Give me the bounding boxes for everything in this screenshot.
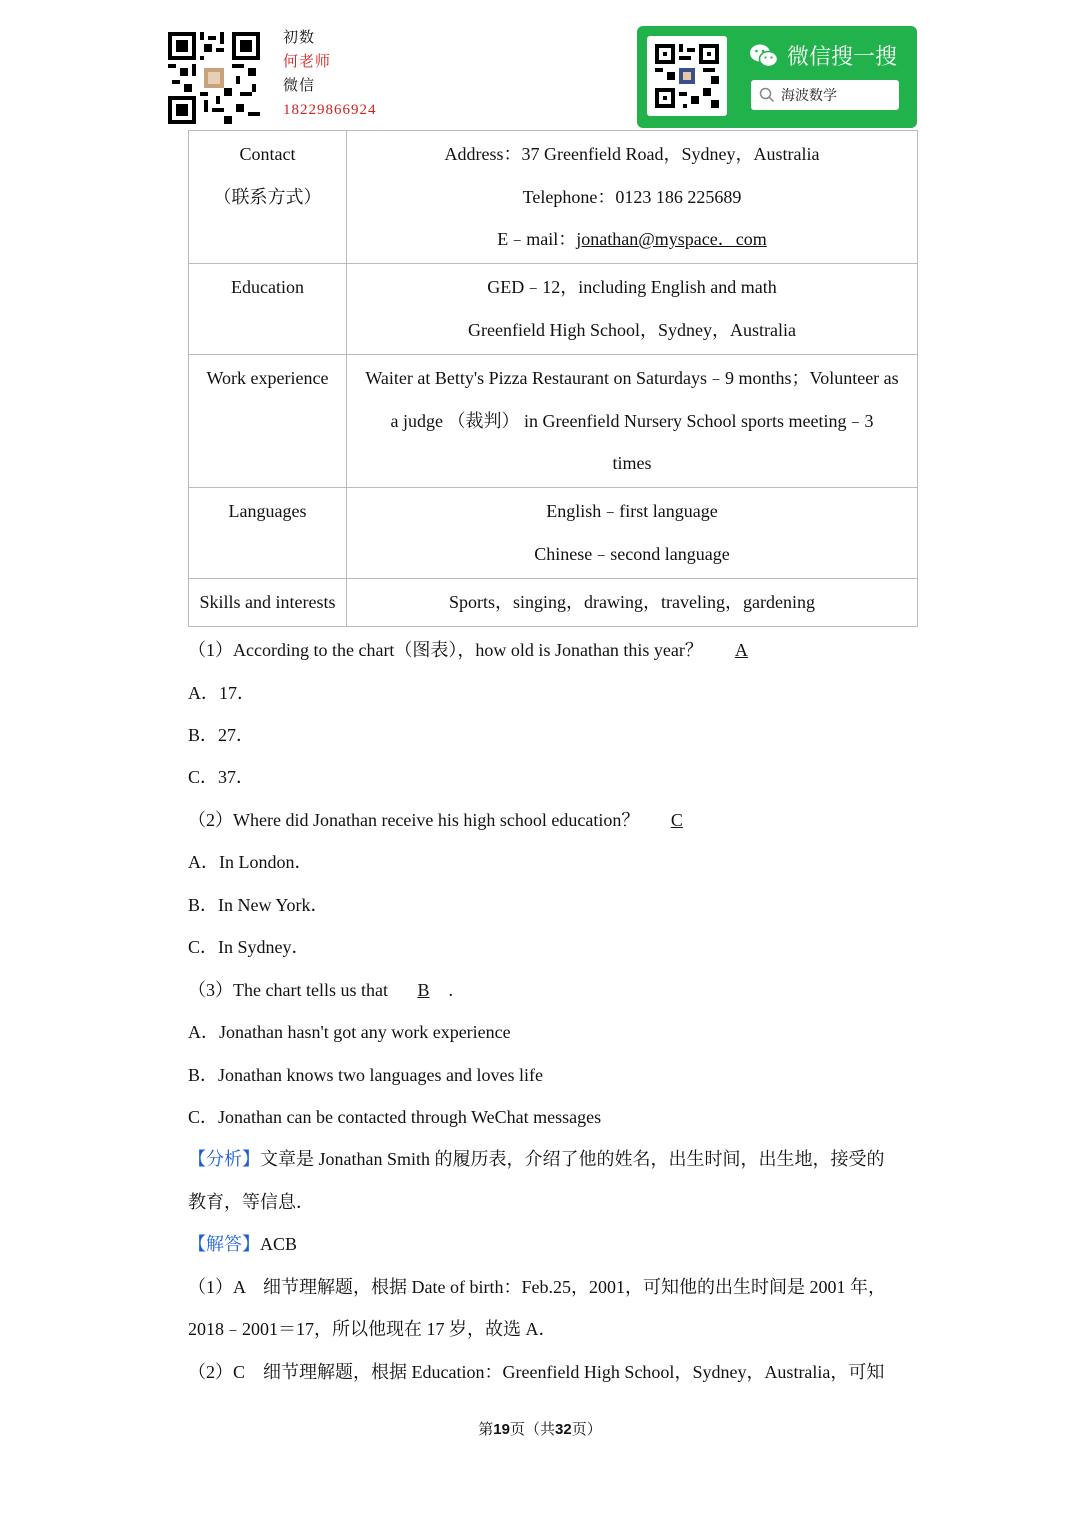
language-line: Chinese﹣second language [534,543,730,564]
solution-answers: ACB [260,1234,298,1254]
qr-code-left [168,32,260,124]
wechat-search-text: 海波数学 [781,88,837,104]
address: Address：37 Greenfield Road，Sydney，Australia [444,144,820,164]
analysis-text: 教育，等信息． [188,1192,314,1212]
option: A．Jonathan hasn't got any work experience [188,1022,511,1042]
solution-tag: 【解答】 [188,1234,260,1254]
telephone: Telephone：0123 186 225689 [522,186,742,207]
phone-number: 18229866924 [283,102,377,118]
analysis-text: 文章是 Jonathan Smith 的履历表，介绍了他的姓名，出生时间，出生地，接受的 [260,1149,885,1169]
contact-label-cn: （联系方式） [213,186,322,207]
question-text: （2）Where did Jonathan receive his high school education？ [188,810,640,830]
work-value-cell [347,355,918,488]
email-line [347,218,917,261]
work-line: times [612,453,652,473]
wechat-search-badge[interactable] [637,26,917,128]
contact-label-cell [189,131,347,264]
languages-label: Languages [189,488,347,579]
table-row [189,355,918,488]
table-row [189,131,918,264]
answer-blank: B [417,980,430,1000]
contact-label: Contact [239,144,296,164]
languages-value-cell [347,488,918,579]
analysis-tag: 【分析】 [188,1149,260,1169]
education-value-cell [347,264,918,355]
qr-code-icon [655,44,719,108]
footer-mid: 页（共 [509,1422,555,1438]
option: C．37． [188,767,255,787]
qr-code-icon [168,32,260,124]
page-number: 19 [493,1421,510,1438]
question-1 [188,636,767,662]
resume-table [188,130,918,627]
option: C．Jonathan can be contacted through WeChat messages [188,1107,602,1127]
solution-text: （1）A 细节理解题，根据 Date of birth：Feb.25，2001，可知他的出生时间是 2001 年， [188,1277,886,1297]
option: A．17． [188,683,255,703]
solution-text: （2）C 细节理解题，根据 Education：Greenfield High School，Sydney，Australia，可知 [188,1362,885,1382]
table-row [189,579,918,627]
work-line: a judge （裁判） in Greenfield Nursery School sports meeting﹣3 [390,410,874,431]
page-footer [0,1418,1080,1439]
footer-prefix: 第 [478,1422,494,1438]
work-line: Waiter at Betty's Pizza Restaurant on Saturdays﹣9 months；Volunteer as [365,368,899,388]
subject-label: 初数 [283,30,316,46]
option: B．27． [188,725,255,745]
question-text: （1）According to the chart（图表），how old is Jonathan this year？ [188,640,703,660]
answer-blank: A [734,640,748,660]
page-total: 32 [555,1421,572,1438]
contact-value-cell [347,131,918,264]
work-label: Work experience [189,355,347,488]
education-label: Education [189,264,347,355]
solution-text: 2018﹣2001＝17，所以他现在 17 岁，故选 A． [188,1319,557,1339]
option: B．Jonathan knows two languages and loves life [188,1065,543,1085]
skills-value: Sports，singing，drawing，traveling，gardening [347,579,918,627]
education-line: GED﹣12，including English and math [487,277,777,297]
solution-line [188,1230,297,1256]
wechat-logo-icon [749,43,779,69]
contact-text [283,26,377,122]
language-line: English﹣first language [546,501,718,521]
skills-label: Skills and interests [189,579,347,627]
education-line: Greenfield High School，Sydney，Australia [468,319,796,340]
wechat-title-text: 微信搜一搜 [787,45,898,70]
wechat-label: 微信 [283,78,316,94]
teacher-name: 何老师 [283,54,332,70]
wechat-title [749,40,897,71]
option: B．In New York． [188,895,329,915]
table-row [189,488,918,579]
option: C．In Sydney． [188,937,310,957]
email-prefix: E﹣mail： [497,229,577,249]
wechat-qr-code [647,36,727,116]
search-icon [759,87,775,103]
footer-suffix: 页） [571,1422,602,1438]
option: A．In London． [188,852,313,872]
analysis-line [188,1145,885,1171]
email-link[interactable]: jonathan@myspace．com [576,229,767,249]
question-2 [188,806,702,832]
wechat-search-box[interactable] [751,80,899,110]
answer-blank: C [670,810,683,830]
question-text: （3）The chart tells us that [188,980,388,1000]
question-3: （3）The chart tells us that B . [188,980,453,1000]
table-row [189,264,918,355]
